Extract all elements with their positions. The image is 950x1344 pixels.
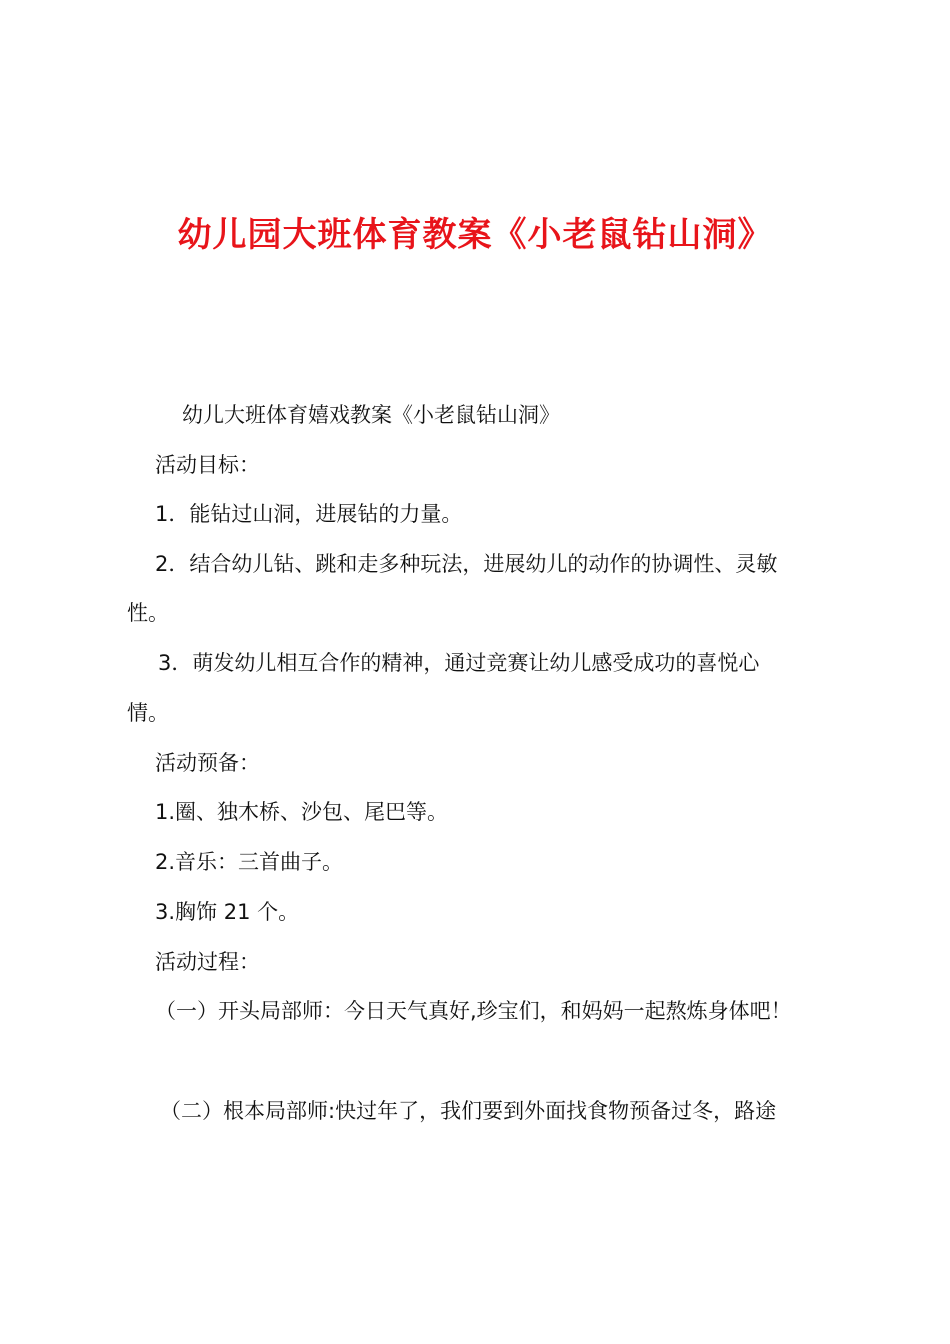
prep-item-2: 2.音乐：三首曲子。: [155, 850, 344, 874]
goals-heading: 活动目标：: [155, 453, 260, 477]
goal-item-2-line-2: 性。: [127, 601, 169, 625]
goal-item-3-line-1: 3．萌发幼儿相互合作的精神，通过竞赛让幼儿感受成功的喜悦心: [158, 651, 760, 675]
goal-item-1: 1．能钻过山洞，进展钻的力量。: [155, 502, 463, 526]
process-heading: 活动过程：: [155, 950, 260, 974]
process-step-2: （二）根本局部师:快过年了，我们要到外面找食物预备过冬，路途: [160, 1099, 777, 1123]
goal-item-3-line-2: 情。: [127, 701, 169, 725]
prep-item-3: 3.胸饰 21 个。: [155, 900, 300, 924]
goal-item-2-line-1: 2．结合幼儿钻、跳和走多种玩法，进展幼儿的动作的协调性、灵敏: [155, 552, 778, 576]
document-title: 幼儿园大班体育教案《小老鼠钻山洞》: [177, 215, 773, 255]
prep-item-1: 1.圈、独木桥、沙包、尾巴等。: [155, 800, 449, 824]
document-subtitle: 幼儿大班体育嬉戏教案《小老鼠钻山洞》: [182, 403, 560, 427]
process-step-1: （一）开头局部师：今日天气真好,珍宝们，和妈妈一起熬炼身体吧！: [155, 999, 792, 1023]
prep-heading: 活动预备：: [155, 751, 260, 775]
